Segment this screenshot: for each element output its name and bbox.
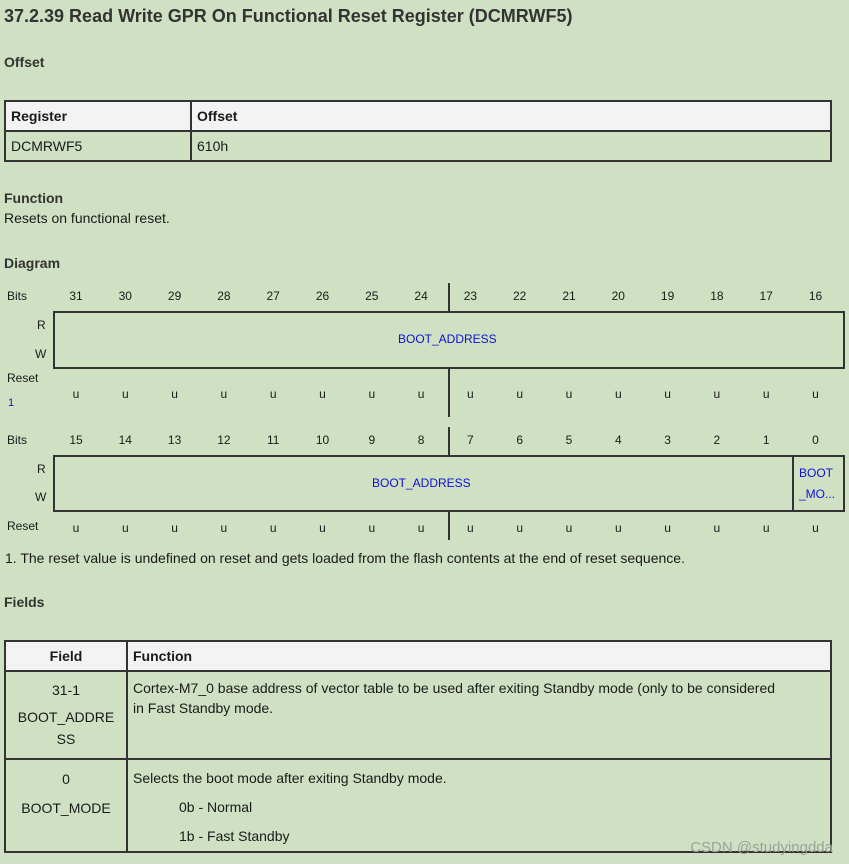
offset-heading: Offset: [4, 54, 45, 70]
reset-value: u: [614, 387, 622, 401]
field-option-fast-standby: 1b - Fast Standby: [179, 828, 290, 844]
reset-value: u: [121, 521, 129, 535]
fields-heading: Fields: [4, 594, 45, 610]
bit-number: 6: [516, 433, 524, 447]
field-desc-line1: Selects the boot mode after exiting Standby mode.: [133, 770, 447, 786]
reset-footnote-ref[interactable]: 1: [8, 397, 15, 409]
field-name-line2: SS: [56, 731, 76, 747]
field-name: BOOT_MODE: [21, 800, 111, 816]
bit-number: 19: [660, 289, 675, 303]
reset-value: u: [762, 521, 770, 535]
reset-value: u: [171, 387, 178, 401]
boot-mode-field-line2: _MO...: [799, 487, 836, 501]
bit-number: 5: [565, 433, 573, 447]
lower-field-name: BOOT_ADDRESS: [372, 476, 471, 490]
reset-value: u: [417, 521, 425, 535]
bit-number: 12: [217, 433, 231, 447]
reset-value: u: [565, 387, 573, 401]
reset-value: u: [171, 521, 178, 535]
bit-number: 25: [365, 289, 379, 303]
bit-number: 0: [812, 433, 819, 447]
fields-table: [4, 640, 832, 853]
reset-value: u: [269, 521, 277, 535]
reset-value: u: [713, 521, 721, 535]
fields-col-field: Field: [5, 641, 127, 671]
reset-value: u: [467, 387, 474, 401]
bit-number: 23: [463, 289, 478, 303]
divider-line: [448, 512, 450, 540]
bit-number: 16: [808, 289, 823, 303]
reset-value: u: [614, 521, 622, 535]
reset-value: u: [812, 521, 819, 535]
field-name-line1: BOOT_ADDRE: [17, 709, 115, 725]
reset-value: u: [220, 387, 228, 401]
reset-value: u: [762, 387, 770, 401]
bit-number: 13: [167, 433, 182, 447]
reset-label-upper: Reset: [7, 371, 39, 385]
bit-number: 4: [614, 433, 622, 447]
table-row: [5, 671, 831, 759]
r-label-upper: R: [37, 318, 46, 332]
bit-number: 11: [266, 433, 280, 447]
reset-value: u: [368, 521, 376, 535]
r-label-lower: R: [37, 462, 46, 476]
boot-mode-field-line1: BOOT: [799, 466, 834, 480]
bit-number: 26: [315, 289, 330, 303]
bit-number: 1: [762, 433, 770, 447]
offset-table: [4, 100, 832, 162]
bit-number: 7: [467, 433, 474, 447]
watermark: CSDN @studyingdda: [690, 839, 833, 856]
reset-label-lower: Reset: [7, 519, 39, 533]
offset-value-cell: 610h: [191, 131, 831, 161]
bit-number: 31: [69, 289, 83, 303]
offset-col-offset: Offset: [191, 101, 831, 131]
reset-value: u: [516, 521, 524, 535]
upper-field-name: BOOT_ADDRESS: [398, 332, 497, 346]
reset-value: u: [417, 387, 425, 401]
bit-number: 10: [315, 433, 330, 447]
reset-value: u: [269, 387, 277, 401]
reset-value: u: [368, 387, 376, 401]
bit-number: 14: [118, 433, 132, 447]
bit-number: 3: [664, 433, 671, 447]
bit-number: 18: [710, 289, 724, 303]
field-divider: [792, 455, 794, 512]
field-option-normal: 0b - Normal: [179, 799, 253, 815]
bit-number: 15: [69, 433, 83, 447]
reset-value: u: [664, 387, 671, 401]
reset-value: u: [516, 387, 524, 401]
reset-value: u: [664, 521, 671, 535]
bits-label-lower: Bits: [7, 433, 28, 447]
function-text: Resets on functional reset.: [4, 210, 170, 226]
bit-number: 9: [368, 433, 376, 447]
bit-number: 24: [414, 289, 428, 303]
reset-value: u: [220, 521, 228, 535]
offset-register-cell: DCMRWF5: [5, 131, 191, 161]
bit-number: 17: [759, 289, 773, 303]
w-label-upper: W: [35, 347, 47, 361]
bit-number: 2: [713, 433, 721, 447]
bit-number: 8: [417, 433, 425, 447]
divider-line: [448, 427, 450, 455]
bit-number: 20: [611, 289, 625, 303]
bit-number: 22: [513, 289, 527, 303]
field-bits: 31-1: [51, 682, 81, 698]
reset-value: u: [319, 387, 326, 401]
field-desc-line1: Cortex-M7_0 base address of vector table to be used after exiting Standby mode (only to be considered: [133, 680, 776, 696]
reset-value: u: [467, 521, 474, 535]
page-title: 37.2.39 Read Write GPR On Functional Reset Register (DCMRWF5): [4, 6, 573, 26]
w-label-lower: W: [35, 490, 47, 504]
bit-number: 29: [167, 289, 182, 303]
bit-number: 21: [562, 289, 576, 303]
reset-value: u: [713, 387, 721, 401]
divider-line: [448, 369, 450, 417]
fields-col-function: Function: [127, 641, 831, 671]
reset-footnote: 1. The reset value is undefined on reset and gets loaded from the flash contents at the end of reset sequence.: [5, 550, 685, 566]
bits-label-upper: Bits: [7, 289, 28, 303]
divider-line: [448, 283, 450, 311]
reset-value: u: [72, 521, 80, 535]
bit-number: 28: [217, 289, 231, 303]
reset-value: u: [121, 387, 129, 401]
bit-number: 30: [118, 289, 132, 303]
field-desc-line2: in Fast Standby mode.: [133, 700, 274, 716]
field-bits: 0: [62, 771, 70, 787]
reset-value: u: [72, 387, 80, 401]
function-heading: Function: [4, 190, 64, 206]
reset-value: u: [812, 387, 819, 401]
offset-col-register: Register: [5, 101, 191, 131]
diagram-heading: Diagram: [4, 255, 61, 271]
reset-value: u: [565, 521, 573, 535]
reset-value: u: [319, 521, 326, 535]
field-name: [7, 706, 125, 750]
bit-number: 27: [266, 289, 280, 303]
